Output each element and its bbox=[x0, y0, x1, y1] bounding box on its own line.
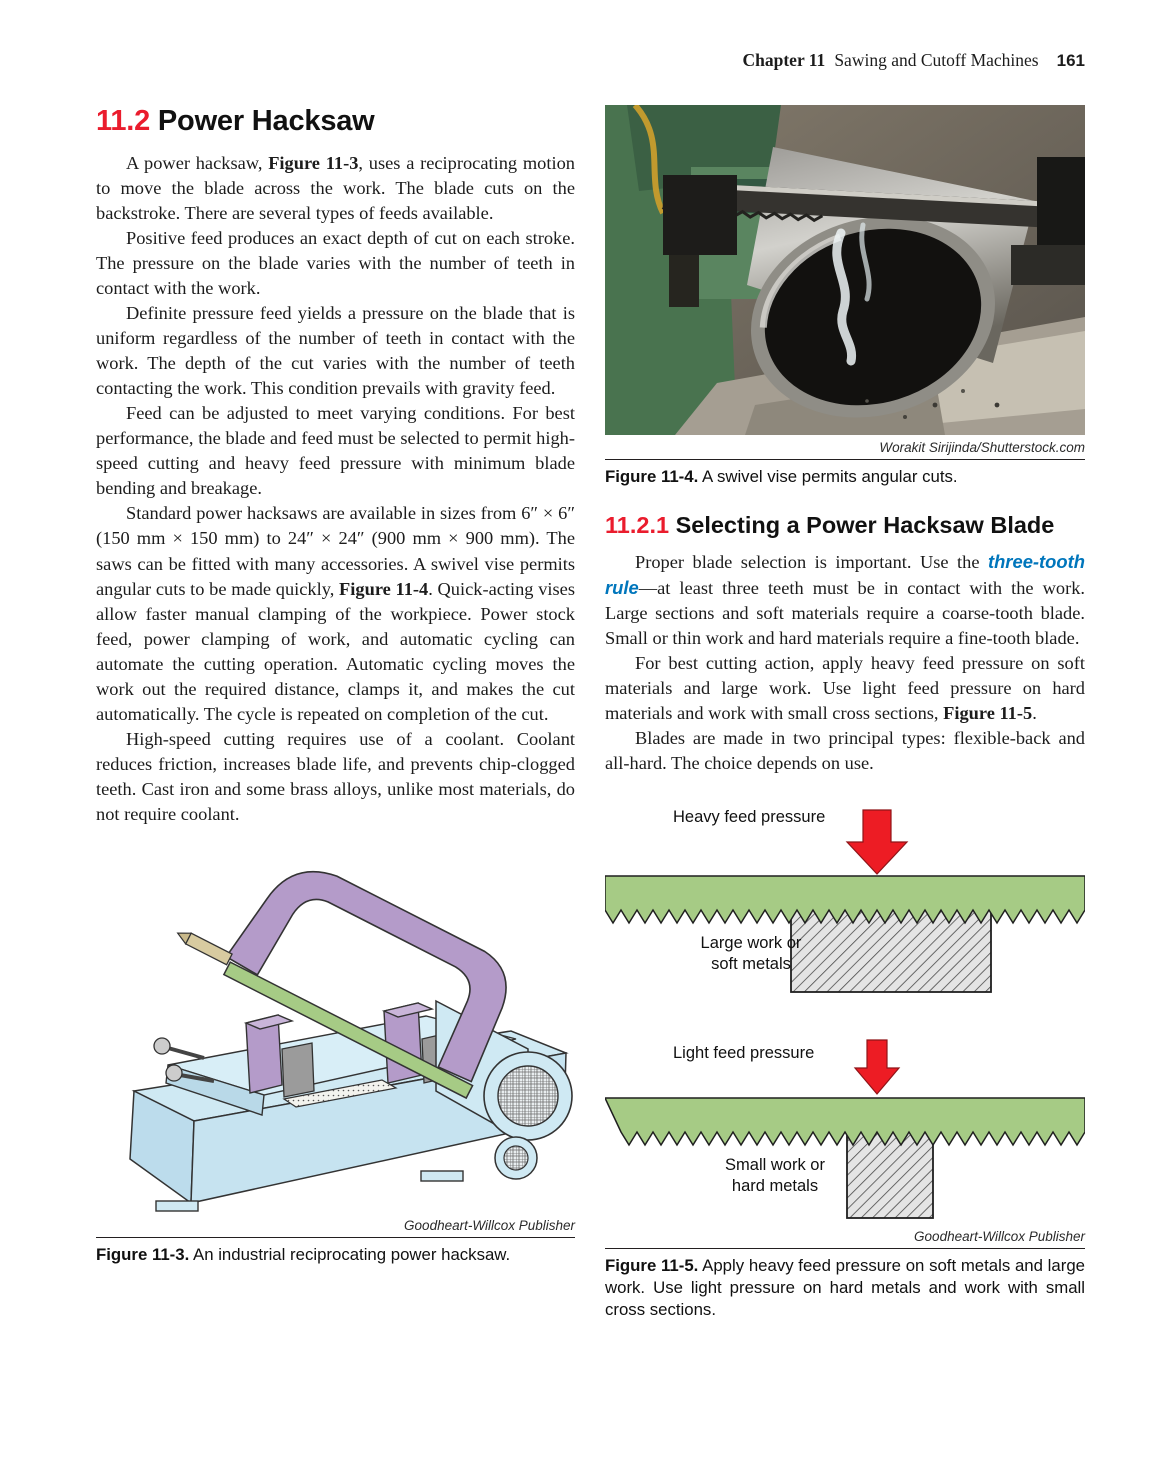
paragraph: High-speed cutting requires use of a coolant. Coolant reduces friction, increases blade life, and prevents chip-clogged teeth. Cast iron and some brass alloys, unlike most materials, do not require coolant. bbox=[96, 728, 575, 824]
caption-label: Figure 11-3. bbox=[96, 1244, 190, 1264]
small-work-block bbox=[847, 1128, 933, 1218]
caption-label: Figure 11-5. bbox=[605, 1256, 699, 1276]
section-1121-body bbox=[605, 549, 1085, 776]
figure-11-4-rule bbox=[605, 459, 1085, 460]
page-number: 161 bbox=[1056, 51, 1085, 70]
chapter-title: Sawing and Cutoff Machines bbox=[834, 50, 1039, 70]
section-112-body bbox=[96, 151, 575, 827]
paragraph: Feed can be adjusted to meet varying conditions. For best performance, the blade and feed must be selected to permit high-speed cutting and heavy feed pressure with minimum blade bending and breakage. bbox=[96, 403, 575, 499]
running-header bbox=[96, 50, 1085, 71]
right-column bbox=[605, 105, 1085, 1321]
label-large-work-line2: soft metals bbox=[711, 955, 791, 974]
caption-text: Apply heavy feed pressure on soft metals and large work. Use light pressure on hard metals and work with small cross sections. bbox=[605, 1256, 1085, 1319]
chapter-label: Chapter 11 bbox=[742, 50, 826, 70]
fine-blade bbox=[605, 1098, 1085, 1145]
section-1121-heading bbox=[605, 512, 1085, 539]
figure-11-5-rule bbox=[605, 1248, 1085, 1249]
paragraph: For best cutting action, apply heavy feed pressure on soft materials and large work. Use light feed pressure on hard materials and work with small cross sections, Figure 11-5. bbox=[605, 652, 1085, 724]
heavy-feed-arrow bbox=[847, 810, 907, 874]
figure-11-5-diagram bbox=[605, 806, 1085, 1224]
caption-text: A swivel vise permits angular cuts. bbox=[702, 467, 958, 486]
figure-11-3-rule bbox=[96, 1237, 575, 1238]
label-light-feed: Light feed pressure bbox=[673, 1044, 815, 1063]
label-heavy-feed: Heavy feed pressure bbox=[673, 808, 826, 827]
figure-11-4-caption bbox=[605, 466, 1085, 488]
figure-11-5-caption bbox=[605, 1255, 1085, 1320]
paragraph: Standard power hacksaws are available in sizes from 6″ × 6″ (150 mm × 150 mm) to 24″ × 24″ (900 mm × 900 mm). The saws can be fitted with many accessories. A swivel vise permits angular cuts to be made quickly, Figure 11-4. Quick-acting vises allow faster manual clamping of the workpiece. Power stock feed, power clamping of work, and automatic cycling can automate the cutting operation. Automatic cycling moves the work out the required distance, clamps it, and makes the cut automatically. The cycle is repeated on completion of the cut. bbox=[96, 503, 575, 724]
left-column bbox=[96, 105, 575, 1321]
section-112-heading bbox=[96, 105, 575, 138]
paragraph: Definite pressure feed yields a pressure on the blade that is uniform regardless of the number of teeth in contact with the work. The depth of the cut varies with the number of teeth contacting the work. This condition prevails with gravity feed. bbox=[96, 303, 575, 399]
figure-11-4 bbox=[605, 105, 1085, 488]
label-large-work-line1: Large work or bbox=[700, 934, 802, 953]
label-small-work-line2: hard metals bbox=[731, 1177, 819, 1196]
paragraph: A power hacksaw, Figure 11-3, uses a reciprocating motion to move the blade across the work. The blade cuts on the backstroke. There are several types of feeds available. bbox=[96, 153, 575, 224]
figure-11-4-photo bbox=[605, 105, 1085, 435]
section-number: 11.2 bbox=[96, 105, 151, 137]
figure-11-3 bbox=[96, 853, 575, 1266]
figure-11-3-illustration bbox=[96, 853, 575, 1213]
paragraph: Proper blade selection is important. Use the three-tooth rule—at least three teeth must be in contact with the work. Large sections and soft materials require a coarse-tooth blade. Small or thin work and hard materials require a fine-tooth blade. bbox=[605, 550, 1085, 648]
section-number: 11.2.1 bbox=[605, 511, 670, 538]
two-column-layout bbox=[96, 105, 1085, 1321]
caption-label: Figure 11-4. bbox=[605, 467, 699, 486]
figure-11-4-credit: Worakit Sirijinda/Shutterstock.com bbox=[879, 440, 1085, 455]
figure-11-3-caption bbox=[96, 1244, 575, 1266]
figure-11-3-credit: Goodheart-Willcox Publisher bbox=[404, 1217, 575, 1233]
caption-text: An industrial reciprocating power hacksaw. bbox=[193, 1244, 511, 1264]
light-feed-arrow bbox=[855, 1040, 899, 1094]
label-small-work-line1: Small work or bbox=[725, 1156, 825, 1175]
section-title: Power Hacksaw bbox=[157, 105, 375, 137]
figure-11-5 bbox=[605, 806, 1085, 1320]
figure-11-5-credit: Goodheart-Willcox Publisher bbox=[914, 1229, 1085, 1245]
paragraph: Positive feed produces an exact depth of cut on each stroke. The pressure on the blade varies with the number of teeth in contact with the work. bbox=[96, 228, 575, 299]
section-title: Selecting a Power Hacksaw Blade bbox=[675, 511, 1055, 538]
paragraph: Blades are made in two principal types: flexible-back and all-hard. The choice depends on use. bbox=[605, 728, 1085, 774]
